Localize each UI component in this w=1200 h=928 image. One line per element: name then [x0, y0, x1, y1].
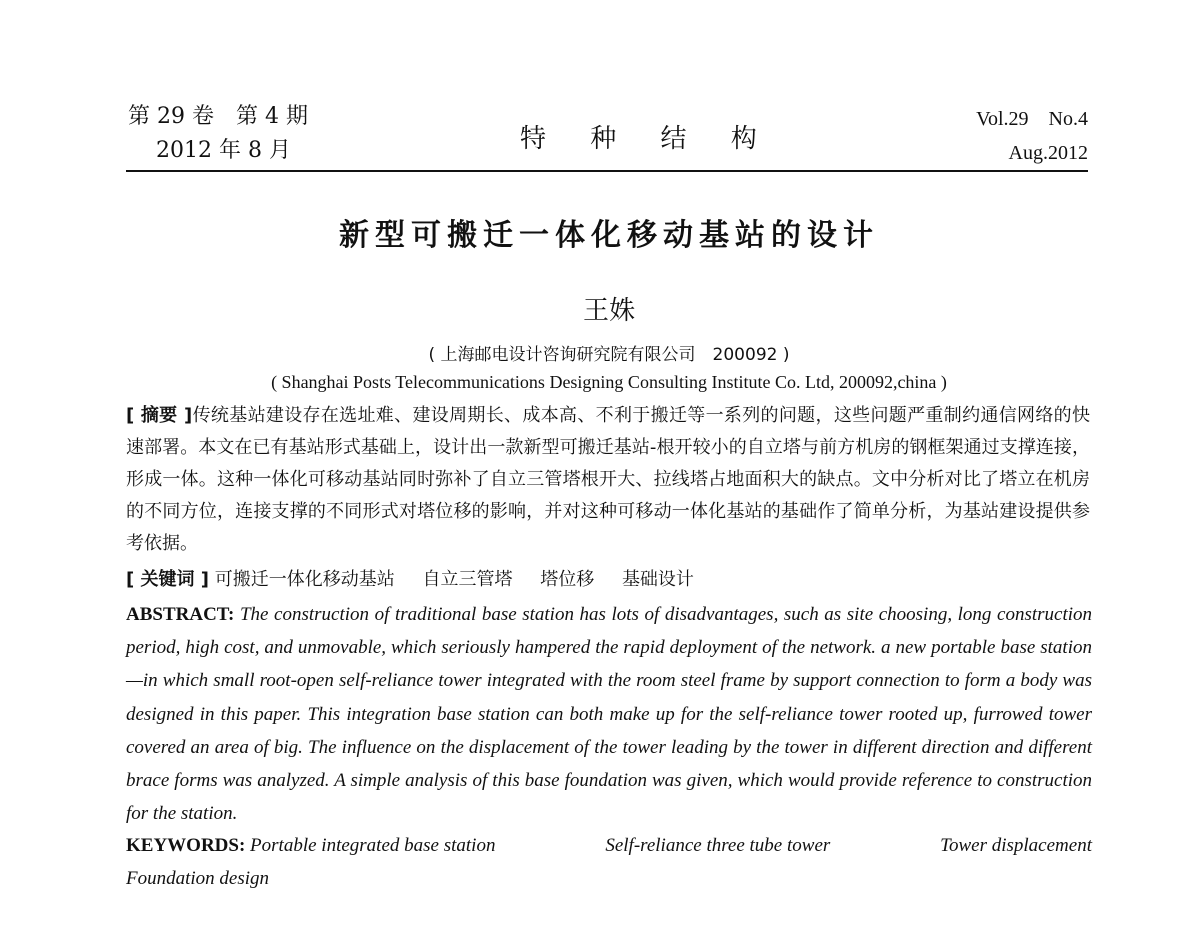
article-author: 王姝 — [582, 296, 635, 326]
keyword-en: Self-reliance three tube tower — [605, 835, 831, 856]
keyword-cn: 自立三管塔 — [422, 569, 513, 590]
affiliation-en: ( Shanghai Posts Telecommunications Designing Consulting Institute Co. Ltd, 200092,china ) — [271, 372, 947, 392]
keyword-cn: 基础设计 — [621, 569, 694, 590]
journal-issue-cn — [128, 100, 308, 168]
abstract-en — [126, 598, 1092, 830]
keyword-en: Tower displacement — [940, 835, 1092, 856]
keyword-cn: 塔位移 — [540, 569, 595, 590]
affiliation-cn: ( 上海邮电设计咨询研究院有限公司 200092 ) — [428, 345, 790, 365]
abstract-en-text: The construction of traditional base station has lots of disadvantages, such as site choosing, long construction period, high cost, and unmovable, which seriously hampered the rapid deployment of the network. a new portable base station —in which small root-open self-reliance tower integrated with the room steel frame by support connection to form a body was designed in this paper. This integration base station can both make up for the self-reliance tower rooted up, furrowed tower covered an area of big. The influence on the displacement of the tower leading by the tower in different direction and different brace forms was analyzed. A simple analysis of this base foundation was given, which would provide reference to construction for the station. — [126, 604, 1093, 825]
abstract-cn-label: [ 摘要 ] — [126, 405, 193, 426]
keyword-en: Portable integrated base station — [250, 835, 496, 856]
keywords-en — [126, 829, 1092, 895]
header-rule — [126, 170, 1088, 172]
keywords-cn-label: [ 关键词 ] — [126, 569, 209, 590]
date-cn: 2012 年 8 月 — [156, 138, 291, 163]
keywords-en-label: KEYWORDS: — [126, 835, 246, 856]
date-en: Aug.2012 — [1008, 142, 1088, 164]
abstract-cn-text: 传统基站建设存在选址难、建设周期长、成本高、不利于搬迁等一系列的问题，这些问题严重制约通信网络的快速部署。本文在已有基站形式基础上，设计出一款新型可搬迁基站-根开较小的自立塔与前方机房的钢框架通过支撑连接，形成一体。这种一体化可移动基站同时弥补了自立三管塔根开大、拉线塔占地面积大的缺点。文中分析对比了塔立在机房的不同方位，连接支撑的不同形式对塔位移的影响，并对这种可移动一体化基站的基础作了简单分析，为基站建设提供参考依据。 — [126, 405, 1090, 554]
abstract-cn — [126, 400, 1090, 560]
journal-name: 特 种 结 构 — [520, 124, 775, 154]
keywords-cn — [126, 564, 1090, 596]
volume-issue-cn: 第 29 卷 第 4 期 — [128, 104, 308, 129]
keyword-en: Foundation design — [126, 868, 270, 889]
volume-issue-en: Vol.29 No.4 — [976, 108, 1088, 130]
keyword-cn: 可搬迁一体化移动基站 — [214, 569, 395, 590]
abstract-en-label: ABSTRACT: — [126, 604, 235, 625]
article-title: 新型可搬迁一体化移动基站的设计 — [339, 218, 879, 253]
journal-issue-en — [976, 102, 1088, 170]
